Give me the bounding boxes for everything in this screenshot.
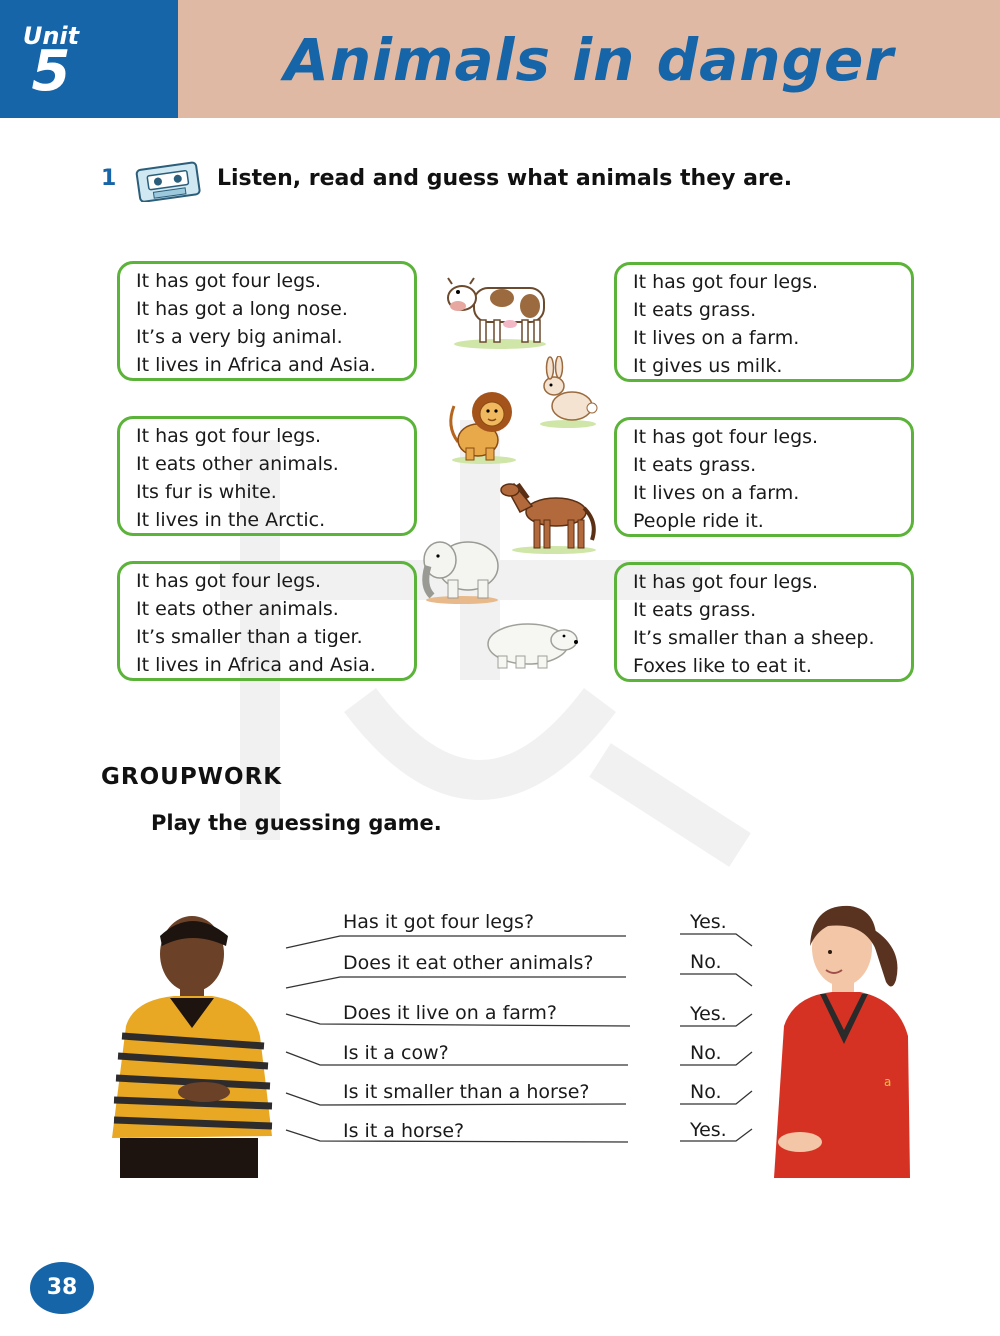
clue-line: It has got four legs. bbox=[136, 570, 322, 592]
exercise-number: 1 bbox=[101, 166, 117, 191]
dialogue-question: Is it a horse? bbox=[343, 1120, 465, 1142]
dialogue-question: Is it smaller than a horse? bbox=[343, 1081, 590, 1103]
clue-line: It lives in Africa and Asia. bbox=[136, 654, 376, 676]
clue-box-horse bbox=[614, 417, 914, 537]
title-bar bbox=[178, 0, 1000, 118]
rabbit-illustration bbox=[534, 356, 600, 430]
dialogue-question: Is it a cow? bbox=[343, 1042, 449, 1064]
groupwork-heading: GROUPWORK bbox=[101, 764, 283, 790]
cassette-icon bbox=[134, 160, 204, 202]
clue-box-rabbit bbox=[614, 562, 914, 682]
exercise-instruction: Listen, read and guess what animals they are. bbox=[217, 166, 793, 191]
clue-box-elephant bbox=[117, 261, 417, 381]
svg-text:a: a bbox=[884, 1075, 892, 1089]
clue-line: It lives on a farm. bbox=[633, 482, 800, 504]
clue-line: It eats grass. bbox=[633, 299, 757, 321]
clue-line: It has got four legs. bbox=[136, 425, 322, 447]
clue-box-polar-bear bbox=[117, 416, 417, 536]
dialogue-answer: Yes. bbox=[690, 911, 727, 933]
clue-box-lion bbox=[117, 561, 417, 681]
unit-label: Unit bbox=[22, 22, 80, 50]
clue-line: It eats grass. bbox=[633, 599, 757, 621]
girl-photo bbox=[768, 896, 916, 1180]
groupwork-instruction: Play the guessing game. bbox=[151, 811, 442, 835]
clue-line: It lives in Africa and Asia. bbox=[136, 354, 376, 376]
dialogue-answer: No. bbox=[690, 951, 722, 973]
clue-box-cow bbox=[614, 262, 914, 382]
dialogue-question: Does it eat other animals? bbox=[343, 952, 594, 974]
dialogue-answer: No. bbox=[690, 1081, 722, 1103]
dialogue-answer: No. bbox=[690, 1042, 722, 1064]
clue-line: It eats grass. bbox=[633, 454, 757, 476]
clue-line: It’s smaller than a tiger. bbox=[136, 626, 363, 648]
unit-badge bbox=[0, 0, 178, 118]
page-title: Animals in danger bbox=[284, 26, 894, 94]
dialogue-question: Has it got four legs? bbox=[343, 911, 535, 933]
boy-photo bbox=[104, 906, 276, 1178]
clue-line: People ride it. bbox=[633, 510, 764, 532]
clue-line: It lives on a farm. bbox=[633, 327, 800, 349]
clue-line: It gives us milk. bbox=[633, 355, 783, 377]
lion-illustration bbox=[444, 386, 522, 466]
cow-illustration bbox=[444, 274, 554, 350]
clue-line: It has got four legs. bbox=[633, 571, 819, 593]
clue-line: It has got a long nose. bbox=[136, 298, 348, 320]
dialogue-answer: Yes. bbox=[690, 1119, 727, 1141]
clue-line: Its fur is white. bbox=[136, 481, 277, 503]
clue-line: It’s a very big animal. bbox=[136, 326, 343, 348]
dialogue-answer: Yes. bbox=[690, 1003, 727, 1025]
clue-line: It eats other animals. bbox=[136, 598, 339, 620]
clue-line: It has got four legs. bbox=[136, 270, 322, 292]
clue-line: It lives in the Arctic. bbox=[136, 509, 326, 531]
unit-number: 5 bbox=[31, 39, 71, 104]
clue-line: Foxes like to eat it. bbox=[633, 655, 812, 677]
clue-line: It’s smaller than a sheep. bbox=[633, 627, 875, 649]
polar-bear-illustration bbox=[480, 614, 580, 670]
dialogue-question: Does it live on a farm? bbox=[343, 1002, 557, 1024]
clue-line: It has got four legs. bbox=[633, 426, 819, 448]
horse-illustration bbox=[498, 476, 602, 556]
page-number: 38 bbox=[30, 1262, 94, 1314]
clue-line: It has got four legs. bbox=[633, 271, 819, 293]
clue-line: It eats other animals. bbox=[136, 453, 339, 475]
elephant-illustration bbox=[418, 530, 504, 606]
